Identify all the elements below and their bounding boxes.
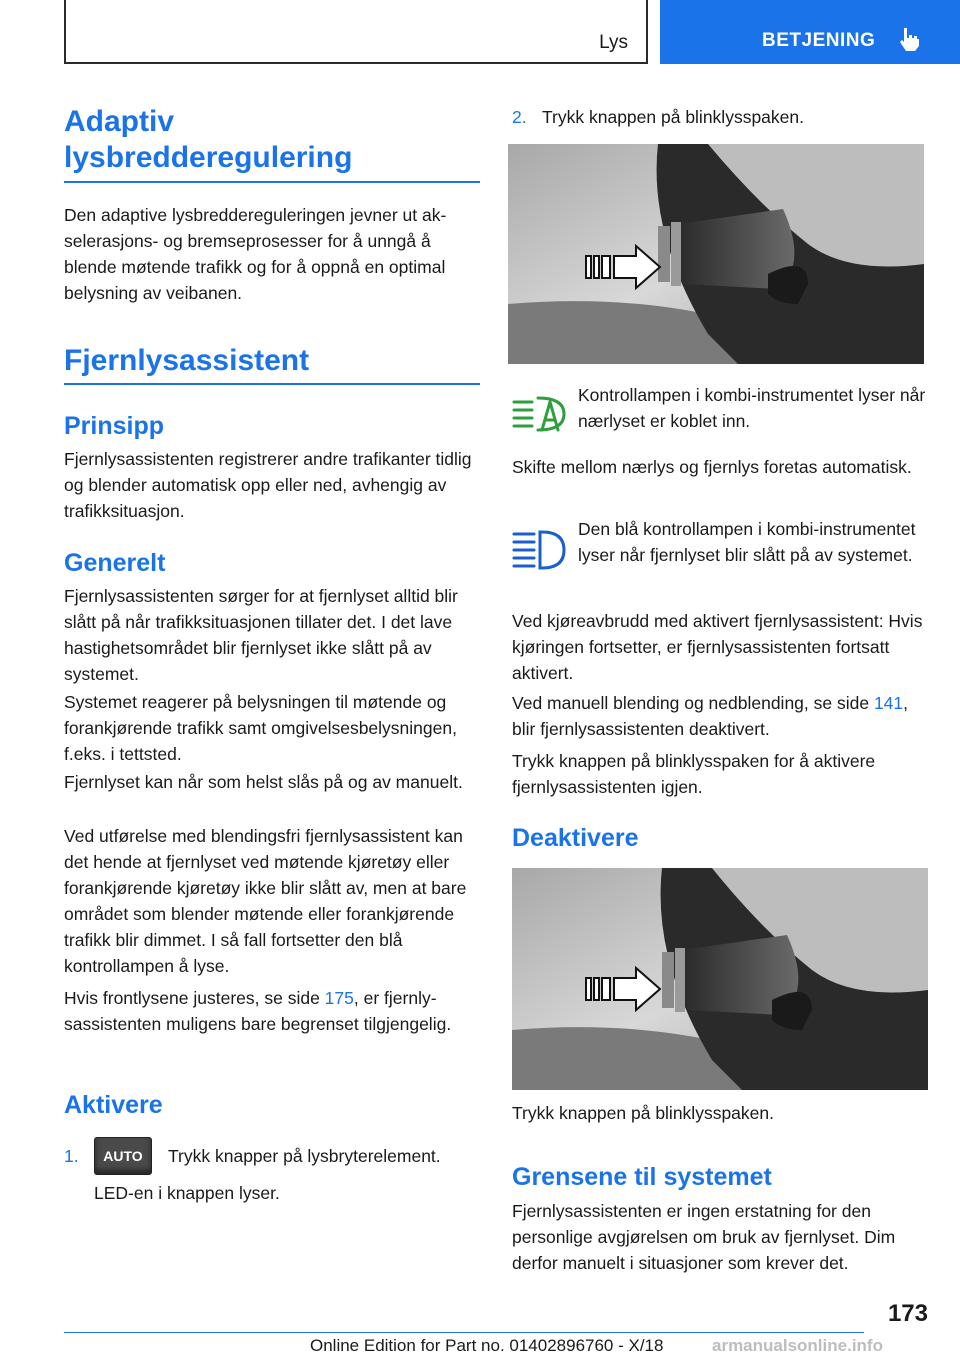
heading-prinsipp: Prinsipp xyxy=(64,412,165,440)
footer-watermark: armanualsonline.info xyxy=(712,1336,883,1355)
paragraph-skifte: Skifte mellom nærlys og fjernlys foretas automatisk. xyxy=(512,457,912,477)
text-span: Ved manuell blending og nedblending, se side xyxy=(512,693,874,713)
stalk-illustration xyxy=(512,868,928,1090)
heading-aktivere: Aktivere xyxy=(64,1091,163,1119)
footer-rule xyxy=(64,1332,864,1333)
text-span: Hvis frontlysene justeres, se side xyxy=(64,988,325,1008)
paragraph-trykk-deaktivere: Trykk knappen på blinklysspaken. xyxy=(512,1103,774,1123)
heading-adaptiv-line1: Adaptiv xyxy=(64,105,175,138)
step-1 xyxy=(64,1143,480,1173)
paragraph-grensene: Fjernlysassistenten er ingen erstatning for den personlige avgjørelsen om bruk av fjernlyset. Dim derfor manuelt i situasjoner som krever det. xyxy=(512,1201,896,1273)
step-2-text: Trykk knappen på blinklysspaken. xyxy=(542,107,804,127)
heading-rule xyxy=(64,181,480,183)
step-2 xyxy=(512,104,928,132)
header-chapter-box xyxy=(660,0,960,64)
footer-edition: Online Edition for Part no. 01402896760 - X/18 xyxy=(310,1336,664,1355)
paragraph-kontrollampe-blue: Den blå kontrollampen i kombi-instrumentet lyser når fjernlyset blir slått på av systemet. xyxy=(578,519,916,565)
heading-deaktivere: Deaktivere xyxy=(512,824,639,852)
paragraph-generelt-4: Ved utførelse med blendingsfri fjernlysassistent kan det hende at fjernlyset ved møtende kjøretøy eller forankjørende kjøretøy ikke blir slått av, men at bare området som blender møtende eller forankjørende trafikk blir dimmet. I så fall fortsetter den blå kontrollampen å lyse. xyxy=(64,826,467,976)
paragraph-prinsipp: Fjernlysassistenten registrerer andre trafikanter tidlig og blender automatisk opp eller ned, avhengig av trafikksituasjon. xyxy=(64,449,472,521)
turn-signal-stalk-photo xyxy=(508,144,924,364)
paragraph-generelt-2: Systemet reagerer på belysningen til møtende og forankjørende trafikk samt omgivelsesbelysningen, f.eks. i tettsted. xyxy=(64,692,457,764)
text-span: , blir fjernlysassistenten deaktivert. xyxy=(512,693,909,739)
low-beam-indicator-icon xyxy=(512,392,568,442)
step-number: 2. xyxy=(512,107,527,127)
paragraph-manuell xyxy=(512,690,928,742)
turn-signal-stalk-photo xyxy=(512,868,928,1090)
heading-adaptiv-line2: lysbredderegulering xyxy=(64,141,353,174)
step-number: 1. xyxy=(64,1146,79,1166)
high-beam-indicator-icon xyxy=(512,526,568,576)
page-link-175[interactable]: 175 xyxy=(324,988,354,1008)
stalk-illustration xyxy=(508,144,924,364)
header-section-box xyxy=(64,0,648,64)
step-1-text: Trykk knapper på lysbryterelement. xyxy=(168,1146,441,1166)
paragraph-avbrudd: Ved kjøreavbrudd med aktivert fjernlysassistent: Hvis kjøringen fortsetter, er fjernlysassistenten fortsatt aktivert. xyxy=(512,611,923,683)
heading-rule xyxy=(64,383,480,385)
auto-button-image: AUTO xyxy=(94,1137,152,1175)
paragraph-generelt-5 xyxy=(64,985,480,1037)
hand-pointer-icon xyxy=(896,26,922,52)
paragraph-generelt-1: Fjernlysassistenten sørger for at fjernlyset alltid blir slått på når trafikksituasjonen tillater det. I det lave hastighetsområdet blir fjernlyset ikke slått på av systemet. xyxy=(64,586,458,684)
paragraph-kontrollampe-A: Kontrollampen i kombi-instrumentet lyser når nærlyset er koblet inn. xyxy=(578,385,926,431)
header-section-title: Lys xyxy=(599,32,628,53)
heading-generelt: Generelt xyxy=(64,549,166,577)
heading-grensene: Grensene til systemet xyxy=(512,1163,772,1191)
page-link-141[interactable]: 141 xyxy=(873,693,904,713)
header-chapter-title: BETJENING xyxy=(762,30,876,51)
paragraph-generelt-3: Fjernlyset kan når som helst slås på og av manuelt. xyxy=(64,772,463,792)
step-1-subtext: LED-en i knappen lyser. xyxy=(94,1183,280,1203)
paragraph-trykk-aktivere: Trykk knappen på blinklysspaken for å aktivere fjernlysassistenten igjen. xyxy=(512,751,876,797)
page-number: 173 xyxy=(887,1300,928,1327)
text-span: , er fjernlysassistenten muligens bare begrenset tilgjengelig. xyxy=(64,988,452,1034)
paragraph-adaptiv: Den adaptive lysbreddereguleringen jevner ut akselerasjons- og bremseprosesser for å unngå å blende møtende trafikk og for å oppnå en optimal belysning av veibanen. xyxy=(64,205,447,303)
heading-fjernlysassistent: Fjernlysassistent xyxy=(64,344,310,377)
